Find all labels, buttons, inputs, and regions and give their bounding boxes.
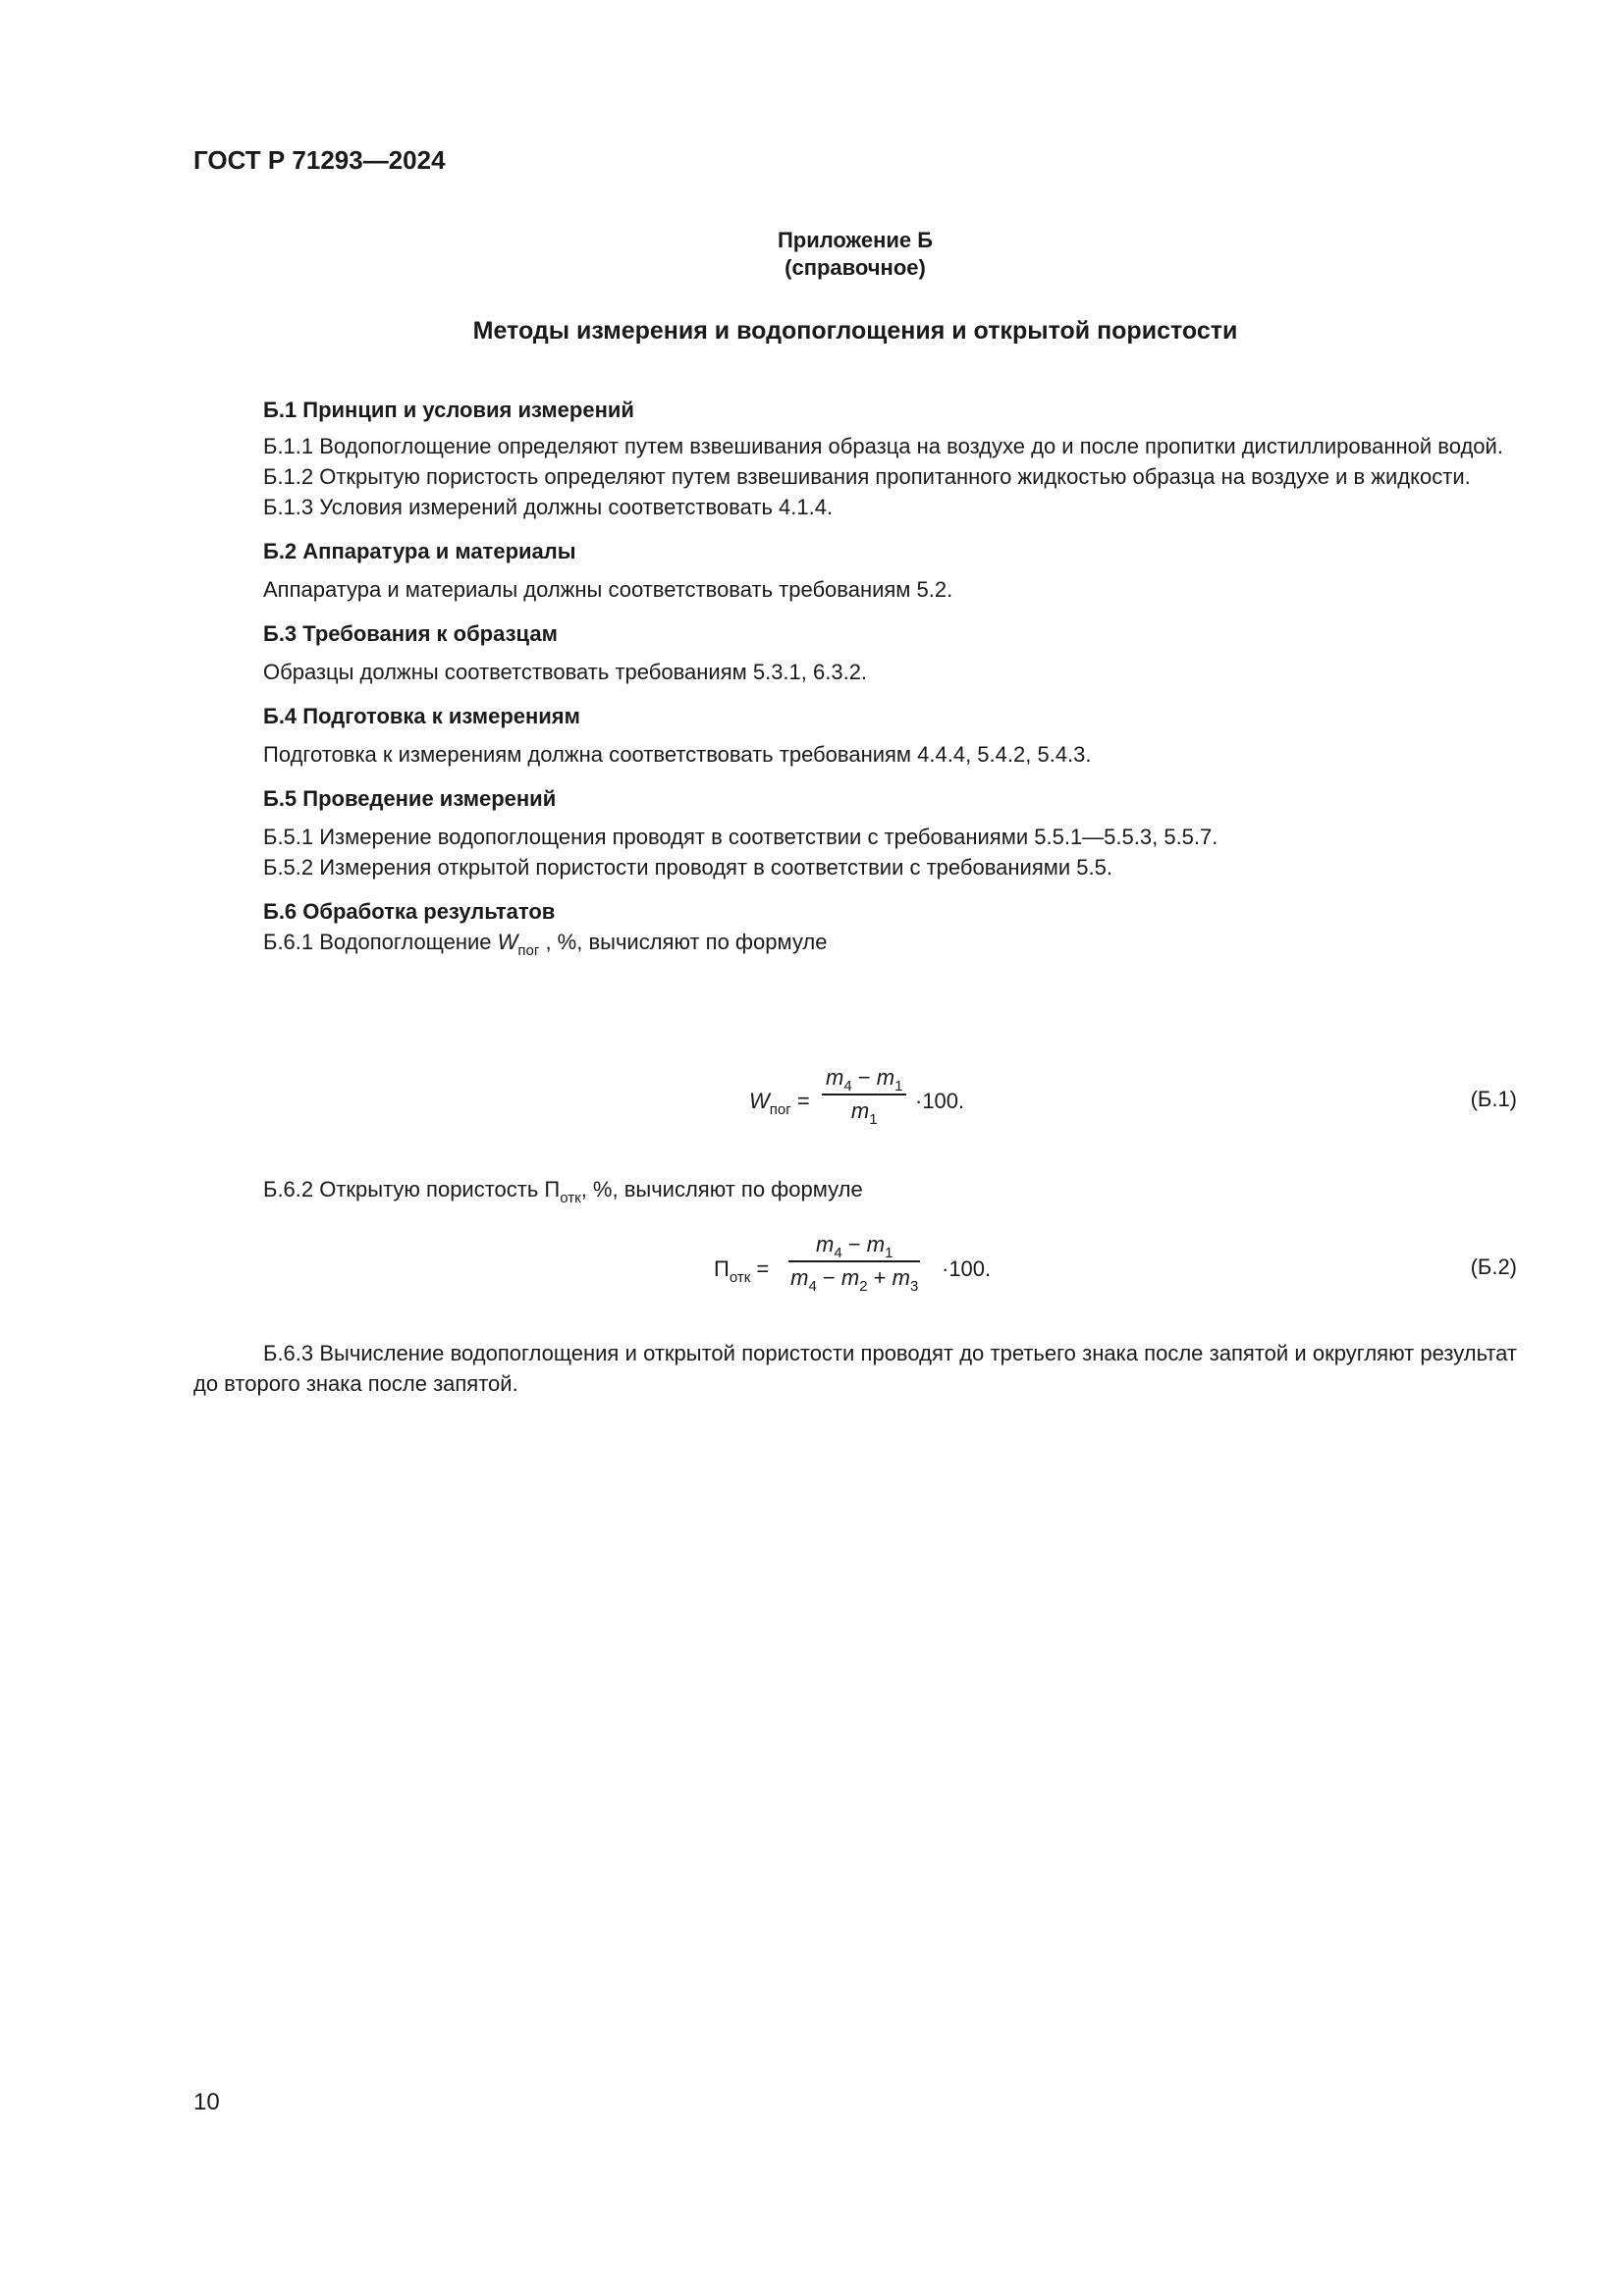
- section-heading-b4: Б.4 Подготовка к измерениям: [263, 704, 580, 728]
- paragraph-b6-3: Б.6.3 Вычисление водопоглощения и открытой пористости проводят до третьего знака после запятой и округляют результат до второго знака после запятой.: [193, 1341, 1517, 1396]
- annex-type: (справочное): [785, 255, 926, 280]
- paragraph-b6-2: Б.6.2 Открытую пористость $П_{отк}$, %, вычисляют по формуле: [263, 1177, 863, 1206]
- paragraph-b2: Аппаратура и материалы должны соответствовать требованиям 5.2.: [263, 577, 953, 602]
- formula-b2: [193, 1232, 1517, 1310]
- paragraph-b1-3: Б.1.3 Условия измерений должны соответствовать 4.1.4.: [263, 495, 834, 519]
- paragraph-b5-1: Б.5.1 Измерение водопоглощения проводят в соответствии с требованиями 5.5.1—5.5.3, 5.5.7.: [263, 825, 1218, 849]
- formula-b1-tail: ·100.: [915, 1089, 965, 1113]
- formula-b1-lhs: $W_{пог}$ =: [749, 1089, 810, 1118]
- section-heading-b6: Б.6 Обработка результатов: [263, 899, 556, 924]
- formula-b1-denominator: $m_1$: [850, 1098, 878, 1128]
- page-number: 10: [193, 2089, 220, 2115]
- annex-heading: [193, 227, 1517, 282]
- formula-b1-fraction: [822, 1065, 906, 1128]
- annex-label: Приложение Б: [777, 228, 934, 252]
- sections-block: [193, 395, 1517, 957]
- formula-b2-denominator: $m_4 - m_2 + m_3$: [790, 1265, 919, 1295]
- symbol-w: W: [497, 930, 518, 954]
- section-heading-b2: Б.2 Аппаратура и материалы: [263, 539, 576, 563]
- paragraph-b6-2-block: [193, 1174, 1517, 1204]
- document-code: ГОСТ Р 71293—2024: [193, 145, 446, 175]
- formula-b2-numerator: $m_4 - m_1$: [788, 1232, 920, 1262]
- section-heading-b5: Б.5 Проведение измерений: [263, 786, 557, 811]
- paragraph-b4: Подготовка к измерениям должна соответствовать требованиям 4.4.4, 5.4.2, 5.4.3.: [263, 742, 1092, 767]
- paragraph-b5-2: Б.5.2 Измерения открытой пористости проводят в соответствии с требованиями 5.5.: [263, 855, 1112, 880]
- section-heading-b1: Б.1 Принцип и условия измерений: [263, 398, 634, 422]
- formula-b2-tail: ·100.: [942, 1256, 992, 1281]
- section-heading-b3: Б.3 Требования к образцам: [263, 621, 558, 646]
- formula-b2-lhs: $П_{отк}$ =: [714, 1256, 770, 1286]
- paragraph-b6-1: Б.6.1 Водопоглощение $W_{пог}$ , %, вычисляют по формуле: [263, 930, 828, 959]
- paragraph-b1-2: Б.1.2 Открытую пористость определяют путем взвешивания пропитанного жидкостью образца на воздухе и в жидкости.: [263, 464, 1471, 489]
- formula-b2-fraction: [788, 1232, 920, 1295]
- formula-b1-numerator: $m_4 - m_1$: [822, 1065, 906, 1095]
- formula-b1: [193, 1065, 1517, 1144]
- paragraph-b3: Образцы должны соответствовать требованиям 5.3.1, 6.3.2.: [263, 660, 868, 684]
- formula-b1-number: (Б.1): [1470, 1087, 1517, 1111]
- annex-title: Методы измерения и водопоглощения и открытой пористости: [472, 317, 1238, 345]
- formula-b2-number: (Б.2): [1470, 1255, 1517, 1279]
- paragraph-b6-3-block: [193, 1338, 1517, 1399]
- paragraph-b1-1: Б.1.1 Водопоглощение определяют путем взвешивания образца на воздухе до и после пропитки дистиллированной водой.: [263, 434, 1503, 458]
